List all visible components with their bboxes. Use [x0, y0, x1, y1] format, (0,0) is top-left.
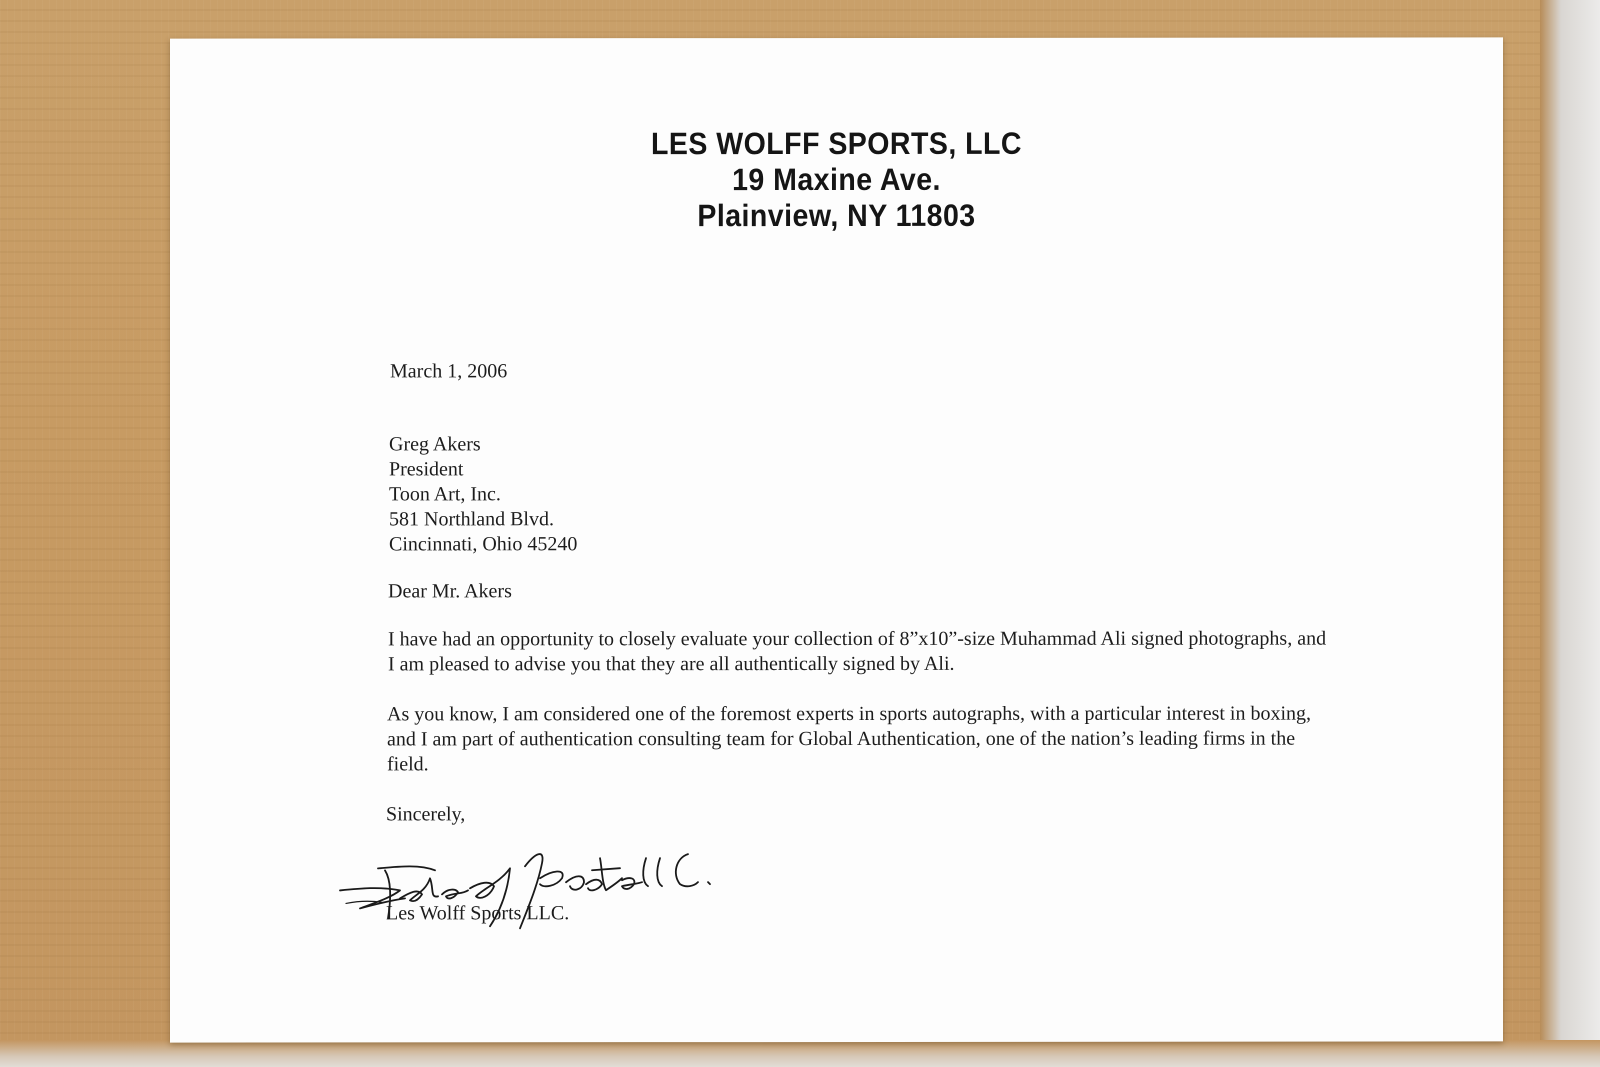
recipient-title: President: [389, 458, 464, 481]
letter-paper: [170, 37, 1503, 1042]
signer-name: Les Wolff Sports LLC.: [386, 902, 570, 925]
recipient-company: Toon Art, Inc.: [389, 483, 501, 506]
closing: Sincerely,: [386, 803, 466, 826]
letterhead-city: Plainview, NY 11803: [697, 197, 976, 234]
letterhead-street: 19 Maxine Ave.: [732, 161, 941, 198]
recipient-street: 581 Northland Blvd.: [389, 508, 554, 531]
cardboard-edge: [1540, 0, 1600, 1067]
salutation: Dear Mr. Akers: [388, 580, 512, 603]
recipient-city: Cincinnati, Ohio 45240: [389, 533, 578, 556]
recipient-name: Greg Akers: [389, 433, 481, 456]
paragraph-authentication: I have had an opportunity to closely evaluate your collection of 8”x10”-size Muhammad Ali signed photographs, and I am pleased to advise you that they are all authentically signed by Ali.: [388, 627, 1327, 676]
letter-date: March 1, 2006: [390, 360, 508, 383]
letterhead: [223, 125, 1449, 234]
cardboard-bottom: [0, 1040, 1600, 1067]
paragraph-credentials: As you know, I am considered one of the foremost experts in sports autographs, with a particular interest in boxing, and I am part of authentication consulting team for Global Authentication, one of the nation’s leading firms in the field.: [387, 702, 1312, 776]
letterhead-company: LES WOLFF SPORTS, LLC: [651, 125, 1022, 162]
recipient-block: [389, 432, 577, 557]
